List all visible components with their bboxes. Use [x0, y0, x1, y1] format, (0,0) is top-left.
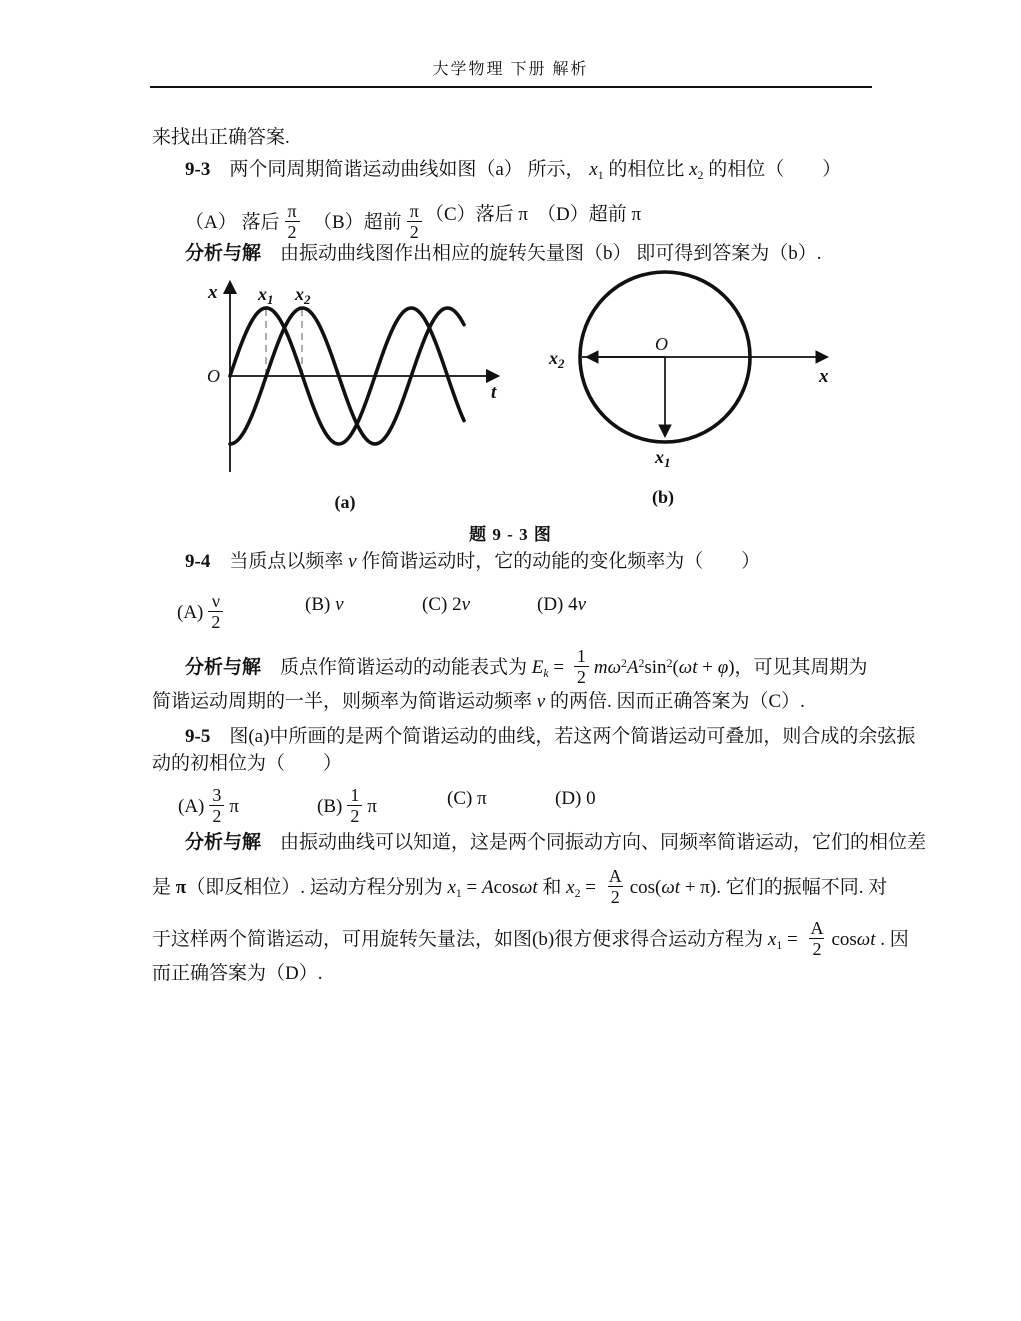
- problem-9-3-option-a: （A） 落后 $\frac{\pi}{2}$: [185, 203, 305, 244]
- problem-9-5-statement-line1: 9-5 图(a)中所画的是两个简谐运动的曲线，若这两个简谐运动可叠加，则合成的余弦振: [185, 726, 916, 747]
- intro-text: 来找出正确答案.: [152, 127, 290, 148]
- analysis-9-5-line1: 分析与解 由振动曲线可以知道，这是两个同振动方向、同频率简谐运动，它们的相位差: [185, 832, 927, 853]
- problem-9-5-option-b: (B) $\frac{1}{2}$ π: [317, 785, 377, 827]
- problem-9-4-option-c: (C) 2ν: [422, 594, 471, 615]
- figure-b-tag: (b): [652, 487, 674, 507]
- problem-9-4-option-a: (A) $\frac{\nu}{2}$: [177, 593, 228, 634]
- problem-9-5-statement-line2: 动的初相位为（ ）: [152, 753, 343, 774]
- figure-a-t-axis-label: t: [491, 382, 497, 403]
- problem-9-5-option-a: (A) $\frac{3}{2}$ π: [178, 785, 239, 827]
- analysis-9-4-line2: 简谐运动周期的一半，则频率为简谐运动频率 ν 的两倍. 因而正确答案为（C）.: [152, 691, 805, 712]
- figure-b-origin-label: O: [655, 334, 668, 354]
- problem-9-4-statement: 9-4 当质点以频率 ν 作简谐运动时，它的动能的变化频率为（ ）: [185, 551, 761, 572]
- page-header: 大学物理 下册 解析: [432, 61, 589, 78]
- figure-a-tag: (a): [334, 492, 356, 512]
- problem-9-3-option-d: （D）超前 π: [537, 204, 642, 225]
- problem-9-4-option-d: (D) 4ν: [537, 594, 587, 615]
- analysis-9-4-line1: 分析与解 质点作简谐运动的动能表式为 $E_k$ = $\frac{1}{2}$ $m\omega^2A^2\sin^2(\omega t + \varphi)$，可见其周期为: [185, 646, 868, 688]
- analysis-9-5-line3: 于这样两个简谐运动，可用旋转矢量法，如图(b)很方便求得合运动方程为 $x_1$ = $\frac{A}{2}$ cosωt . 因: [152, 918, 909, 960]
- header-rule: [150, 86, 872, 88]
- figure-a-y-axis-label: x: [208, 282, 218, 303]
- problem-9-3-option-c: （C）落后 π: [425, 204, 529, 225]
- figure-a-oscillation-plot: [195, 272, 515, 517]
- analysis-9-5-line2: 是 π（即反相位）. 运动方程分别为 $x_1 = Acos\omega t$ 和 $x_2$ = $\frac{A}{2}$ cos(ωt + π). 它们的振幅不同. 对: [152, 866, 888, 908]
- figure-b-x-axis-label: x: [819, 366, 829, 387]
- analysis-9-5-line4: 而正确答案为（D）.: [152, 963, 323, 984]
- figure-b-x1-label: $x_1$: [655, 447, 671, 470]
- figure-b-x2-label: $x_2$: [549, 348, 565, 371]
- figure-caption: 题 9 - 3 图: [469, 525, 552, 544]
- problem-9-4-option-b: (B) ν: [305, 594, 344, 615]
- problem-9-5-option-d: (D) 0: [555, 788, 596, 809]
- analysis-9-3: 分析与解 由振动曲线图作出相应的旋转矢量图（b） 即可得到答案为（b）.: [185, 243, 822, 264]
- problem-9-3-option-b: （B）超前 $\frac{\pi}{2}$: [313, 203, 427, 244]
- problem-9-3-statement: 9-3 两个同周期简谐运动曲线如图（a） 所示， $x_1$ 的相位比 $x_2$ 的相位（ ）: [185, 159, 842, 183]
- figure-a-origin-label: O: [207, 366, 220, 386]
- figure-b-vector-diagram: [535, 258, 855, 510]
- problem-9-5-option-c: (C) π: [447, 788, 487, 809]
- figure-a-peak1-label: $x_1$: [258, 284, 274, 307]
- figure-a-peak2-label: $x_2$: [295, 284, 311, 307]
